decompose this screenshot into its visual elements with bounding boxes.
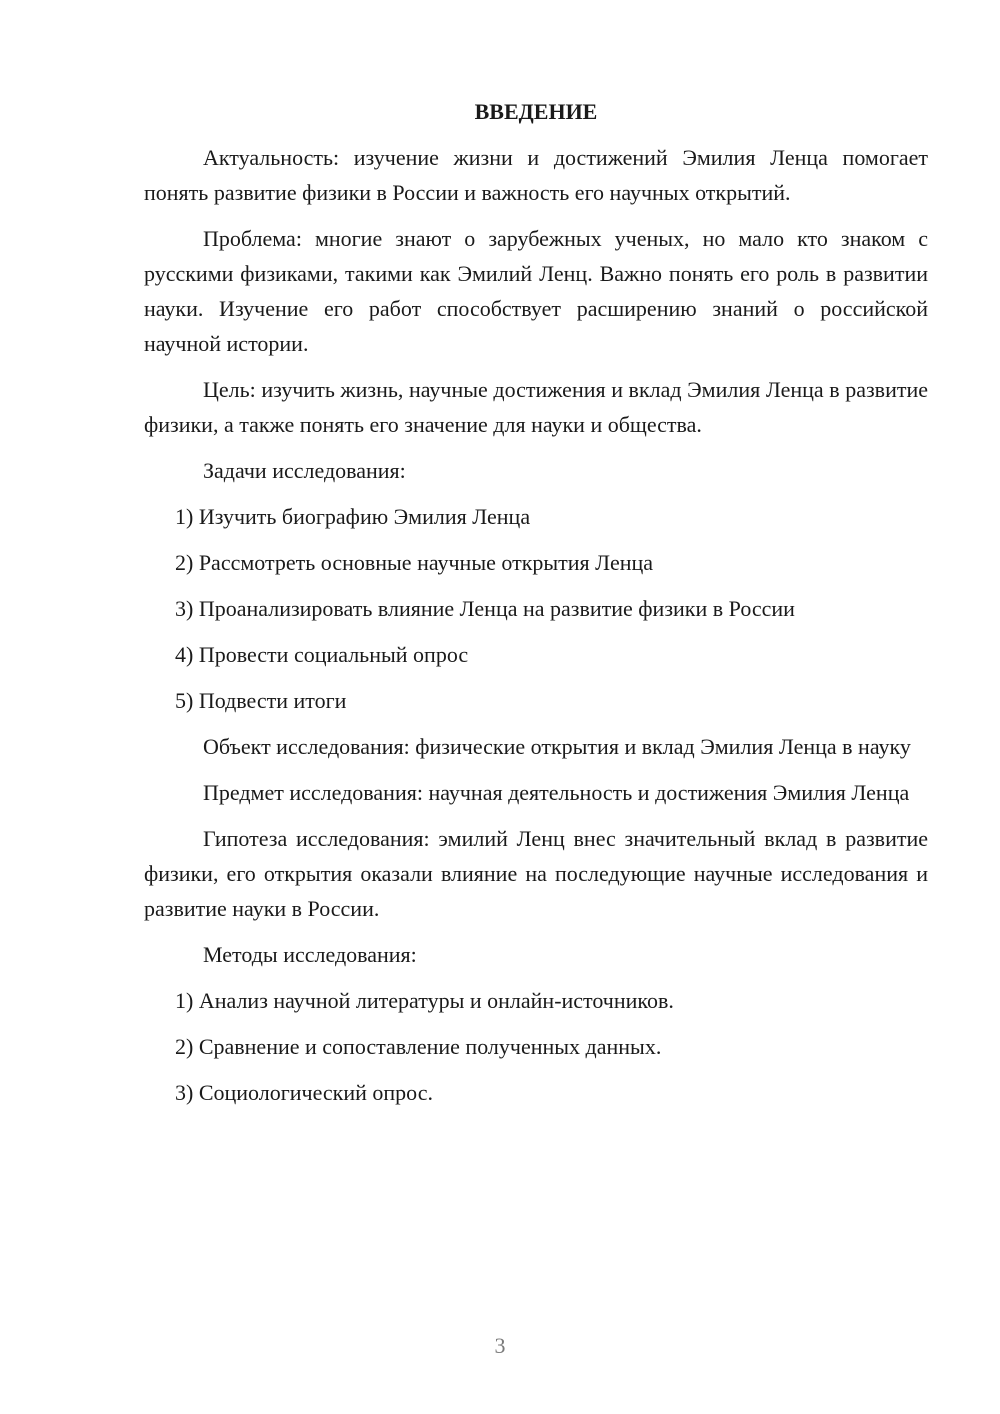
task-item: 3) Проанализировать влияние Ленца на развитие физики в России xyxy=(175,596,795,621)
method-item: 2) Сравнение и сопоставление полученных данных. xyxy=(175,1034,662,1059)
task-item: 4) Провести социальный опрос xyxy=(175,642,469,667)
object-paragraph: Объект исследования: физические открытия и вклад Эмилия Ленца в науку xyxy=(203,734,911,759)
document-body xyxy=(144,94,928,1121)
task-item: 2) Рассмотреть основные научные открытия Ленца xyxy=(175,550,654,575)
page-number: 3 xyxy=(494,1333,506,1358)
task-item: 5) Подвести итоги xyxy=(175,688,347,713)
subject-paragraph: Предмет исследования: научная деятельность и достижения Эмилия Ленца xyxy=(203,780,910,805)
method-item: 3) Социологический опрос. xyxy=(175,1080,433,1105)
tasks-label: Задачи исследования: xyxy=(203,458,406,483)
problem-paragraph: Проблема: многие знают о зарубежных ученых, но мало кто знаком с русскими физиками, такими как Эмилий Ленц. Важно понять его роль в развитии науки. Изучение его работ способствует расширению знаний о российской научной истории. xyxy=(144,226,928,356)
section-heading: ВВЕДЕНИЕ xyxy=(474,99,598,124)
methods-list xyxy=(144,983,928,1110)
hypothesis-paragraph: Гипотеза исследования: эмилий Ленц внес значительный вклад в развитие физики, его открытия оказали влияние на последующие научные исследования и развитие науки в России. xyxy=(144,826,928,921)
methods-label: Методы исследования: xyxy=(203,942,417,967)
task-item: 1) Изучить биографию Эмилия Ленца xyxy=(175,504,531,529)
relevance-paragraph: Актуальность: изучение жизни и достижений Эмилия Ленца помогает понять развитие физики в России и важность его научных открытий. xyxy=(144,145,928,205)
tasks-list xyxy=(144,499,928,718)
method-item: 1) Анализ научной литературы и онлайн-источников. xyxy=(175,988,674,1013)
goal-paragraph: Цель: изучить жизнь, научные достижения и вклад Эмилия Ленца в развитие физики, а также понять его значение для науки и общества. xyxy=(144,377,928,437)
